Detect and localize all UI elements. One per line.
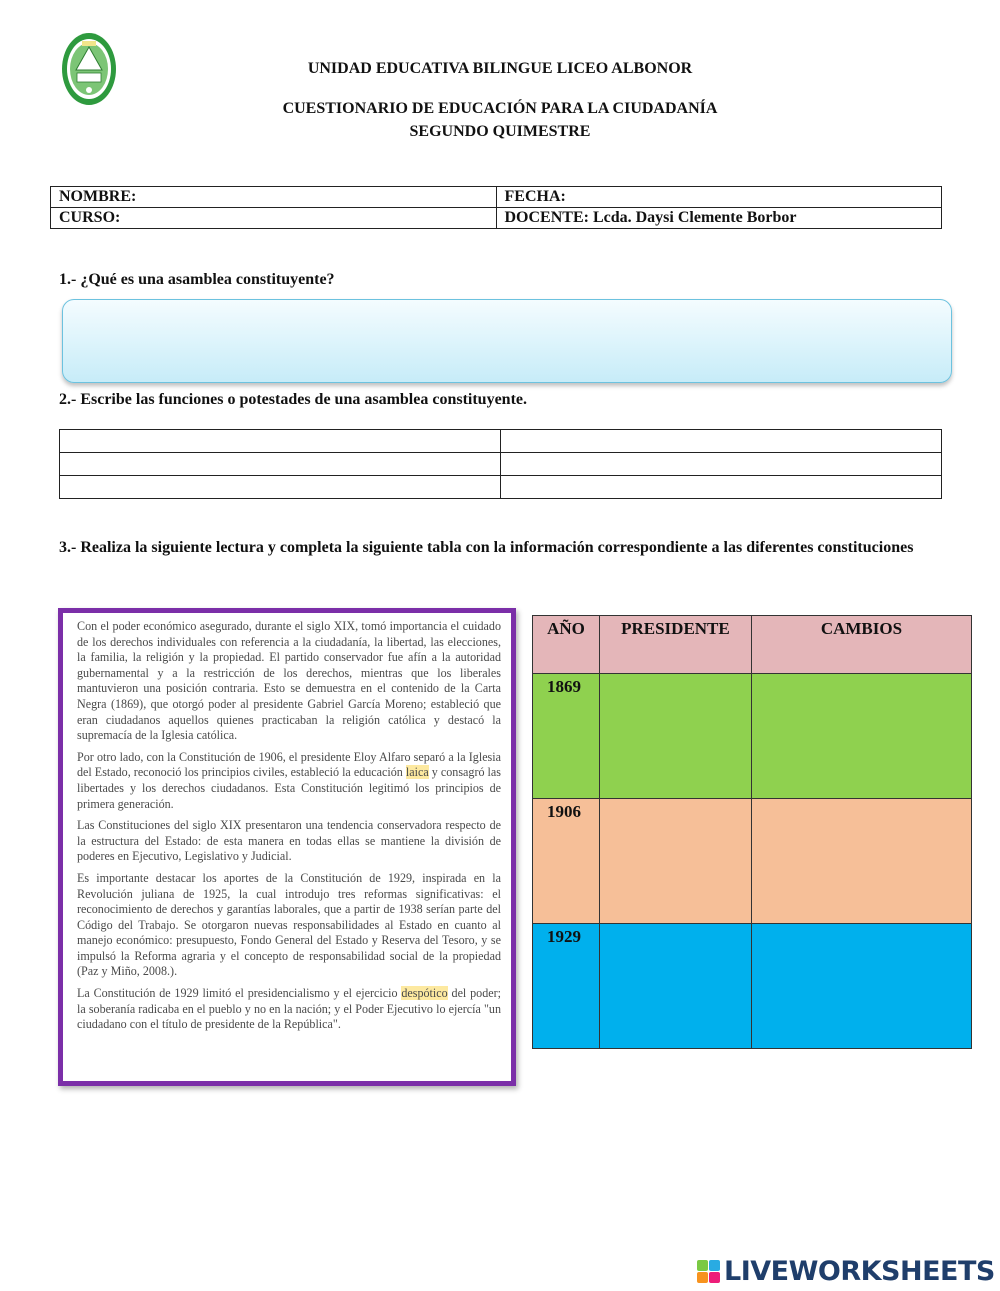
changes-input-1906[interactable] bbox=[751, 799, 971, 924]
reading-paragraph: Es importante destacar los aportes de la Constitución de 1929, inspirada en la Revolución juliana de 1925, la cual introdujo tres reformas significativas: el reconocimiento de derechos y garantías laborales, que a partir de 1938 serían parte del Código del Trabajo. Se otorgaron nuevas responsabilidades al Estado en cuanto al manejo económico: presupuesto, Fondo General del Estado y Reserva del Tesoro, y se impulsó la Reforma agraria y el concepto de responsabilidad social de la propiedad (Paz y Miño, 2008.). bbox=[77, 870, 501, 979]
year-1869: 1869 bbox=[533, 674, 600, 799]
function-cell[interactable] bbox=[60, 476, 501, 499]
changes-input-1869[interactable] bbox=[751, 674, 971, 799]
year-1929: 1929 bbox=[533, 924, 600, 1049]
question-3: 3.- Realiza la siguiente lectura y completa la siguiente tabla con la información correspondiente a las diferentes constituciones bbox=[59, 539, 914, 556]
header-president: PRESIDENTE bbox=[599, 616, 751, 674]
answer-input-q1[interactable] bbox=[62, 299, 952, 383]
reading-paragraph: Las Constituciones del siglo XIX presentaron una tendencia conservadora respecto de la estructura del Estado: de esta manera en todas ellas se mantiene la división de poderes en Ejecutivo, Legislativo y Judicial. bbox=[77, 818, 501, 864]
changes-input-1929[interactable] bbox=[751, 924, 971, 1049]
reading-passage bbox=[58, 608, 516, 1086]
liveworksheets-wordmark: LIVEWORKSHEETS bbox=[724, 1255, 995, 1287]
term-label: SEGUNDO QUIMESTRE bbox=[409, 123, 591, 140]
highlight-laica: laica bbox=[405, 765, 429, 780]
liveworksheets-brand bbox=[697, 1255, 995, 1287]
president-input-1906[interactable] bbox=[599, 799, 751, 924]
president-input-1869[interactable] bbox=[599, 674, 751, 799]
header-year: AÑO bbox=[533, 616, 600, 674]
liveworksheets-logo-icon bbox=[697, 1260, 720, 1283]
highlight-despotico: despótico bbox=[401, 986, 448, 1001]
function-cell[interactable] bbox=[501, 476, 942, 499]
teacher-field: DOCENTE: Lcda. Daysi Clemente Borbor bbox=[496, 208, 942, 229]
reading-paragraph: Por otro lado, con la Constitución de 1906, el presidente Eloy Alfaro separó a la Iglesia del Estado, reconoció los principios civiles, estableció la educación laica y consagró las libertades y los derechos ciudadanos. Esta Constitución legitimó los principios de primera generación. bbox=[77, 749, 501, 811]
function-cell[interactable] bbox=[501, 430, 942, 453]
worksheet-title: CUESTIONARIO DE EDUCACIÓN PARA LA CIUDADANÍA bbox=[282, 100, 718, 117]
president-input-1929[interactable] bbox=[599, 924, 751, 1049]
date-field[interactable]: FECHA: bbox=[496, 187, 942, 208]
name-field[interactable]: NOMBRE: bbox=[51, 187, 497, 208]
reading-paragraph: La Constitución de 1929 limitó el presidencialismo y el ejercicio despótico del poder; la soberanía radicaba en el pueblo y no en la nación; y el Poder Ejecutivo lo ejercía "un ciudadano con el título de presidente de la República". bbox=[77, 986, 502, 1032]
header-changes: CAMBIOS bbox=[751, 616, 971, 674]
year-1906: 1906 bbox=[533, 799, 600, 924]
course-field[interactable]: CURSO: bbox=[51, 208, 497, 229]
student-info-table bbox=[50, 186, 942, 229]
function-cell[interactable] bbox=[501, 453, 942, 476]
reading-paragraph: Con el poder económico asegurado, durante el siglo XIX, tomó importancia el cuidado de los derechos individuales con referencia a la ciudadanía, la libertad, las elecciones, la familia, la religión y la propiedad. El partido conservador fue afín a la autoridad gubernamental y a la restricción de los derechos, mientras que los liberales mantuvieron una posición contraria. Esto se demuestra en el contenido de la Carta Negra (1869), que otorgó poder al presidente Gabriel García Moreno; estableció que eran ciudadanos aquellos quienes practicaban la religión católica y destacó la supremacía de la Iglesia católica. bbox=[77, 619, 501, 743]
question-1: 1.- ¿Qué es una asamblea constituyente? bbox=[59, 271, 335, 288]
function-cell[interactable] bbox=[60, 430, 501, 453]
question-2: 2.- Escribe las funciones o potestades de una asamblea constituyente. bbox=[59, 391, 528, 408]
school-name: UNIDAD EDUCATIVA BILINGUE LICEO ALBONOR bbox=[307, 60, 693, 77]
functions-table bbox=[59, 429, 942, 499]
function-cell[interactable] bbox=[60, 453, 501, 476]
constitutions-table bbox=[532, 615, 972, 1049]
